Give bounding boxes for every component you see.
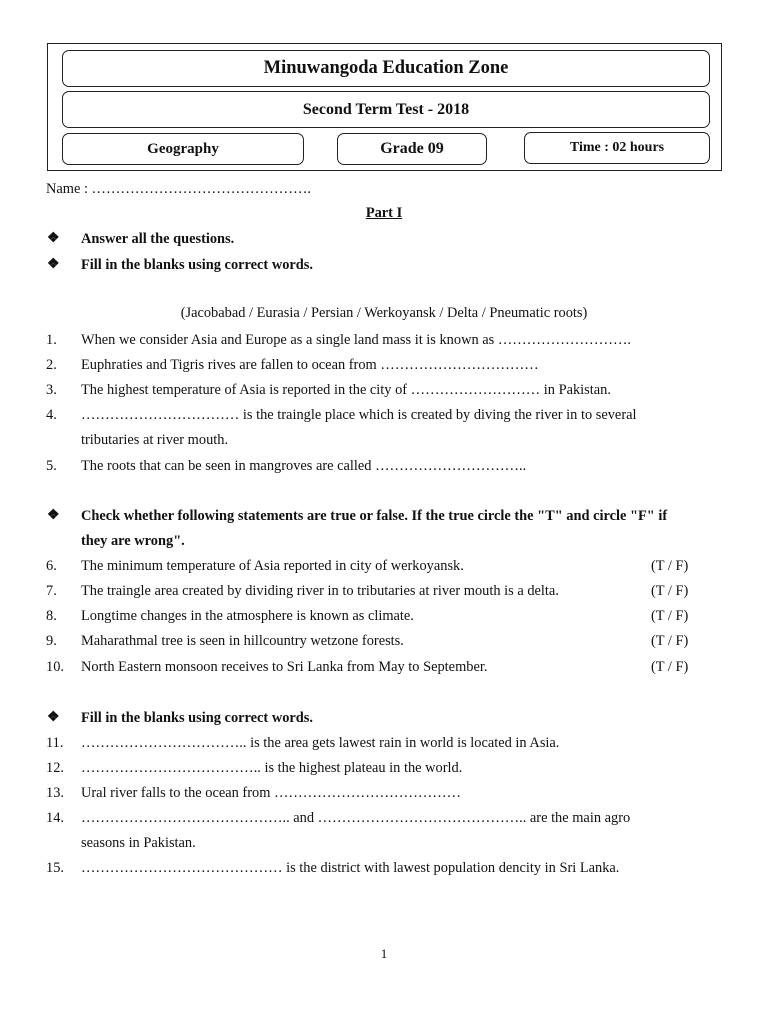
instruction-answer-all: Answer all the questions.	[81, 231, 235, 247]
question-text: …………………………………… is the district with lawest population dencity in Sri Lanka.	[81, 860, 620, 876]
bullet-icon: ❖	[47, 257, 60, 272]
question-number: 9.	[46, 633, 57, 649]
instruction-fill-blanks-2: Fill in the blanks using correct words.	[81, 710, 313, 726]
true-false-choice[interactable]: (T / F)	[651, 633, 689, 649]
question-text: The highest temperature of Asia is reported in the city of ……………………… in Pakistan.	[81, 382, 611, 398]
true-false-choice[interactable]: (T / F)	[651, 608, 689, 624]
question-number: 4.	[46, 407, 57, 423]
statement-text: Longtime changes in the atmosphere is known as climate.	[81, 608, 414, 624]
question-number: 1.	[46, 332, 57, 348]
question-text: …………………………… is the traingle place which is created by diving the river in to several	[81, 407, 637, 423]
part-title: Part I	[365, 205, 403, 221]
name-field-line: Name : ……………………………………….	[46, 181, 312, 197]
question-text: seasons in Pakistan.	[81, 835, 196, 851]
question-number: 13.	[46, 785, 64, 801]
word-bank: (Jacobabad / Eurasia / Persian / Werkoyansk / Delta / Pneumatic roots)	[180, 305, 588, 321]
question-number: 8.	[46, 608, 57, 624]
question-text: Ural river falls to the ocean from …………………………………	[81, 785, 462, 801]
grade-label: Grade 09	[337, 133, 487, 165]
bullet-icon: ❖	[47, 508, 60, 523]
question-text: When we consider Asia and Europe as a single land mass it is known as ……………………….	[81, 332, 631, 348]
statement-text: Maharathmal tree is seen in hillcountry wetzone forests.	[81, 633, 404, 649]
question-number: 7.	[46, 583, 57, 599]
question-number: 6.	[46, 558, 57, 574]
term-test-title: Second Term Test - 2018	[62, 91, 710, 128]
question-number: 12.	[46, 760, 64, 776]
question-text: …………………………………….. and …………………………………….. are the main agro	[81, 810, 631, 826]
question-number: 3.	[46, 382, 57, 398]
question-number: 10.	[46, 659, 64, 675]
question-number: 15.	[46, 860, 64, 876]
statement-text: The minimum temperature of Asia reported in city of werkoyansk.	[81, 558, 464, 574]
subject-label: Geography	[62, 133, 304, 165]
education-zone-title: Minuwangoda Education Zone	[62, 50, 710, 87]
question-number: 11.	[46, 735, 64, 751]
bullet-icon: ❖	[47, 710, 60, 725]
question-text: The roots that can be seen in mangroves are called …………………………..	[81, 458, 527, 474]
page-number: 1	[380, 946, 388, 961]
statement-text: The traingle area created by dividing river in to tributaries at river mouth is a delta.	[81, 583, 559, 599]
question-text: ……………………………….. is the highest plateau in the world.	[81, 760, 463, 776]
question-number: 5.	[46, 458, 57, 474]
time-label: Time : 02 hours	[524, 132, 710, 164]
bullet-icon: ❖	[47, 231, 60, 246]
question-text: …………………………….. is the area gets lawest rain in world is located in Asia.	[81, 735, 560, 751]
statement-text: North Eastern monsoon receives to Sri Lanka from May to September.	[81, 659, 488, 675]
question-number: 2.	[46, 357, 57, 373]
instruction-true-false: Check whether following statements are true or false. If the true circle the "T" and circle "F" if	[81, 508, 668, 524]
header-box	[47, 43, 722, 171]
instruction-fill-blanks: Fill in the blanks using correct words.	[81, 257, 313, 273]
true-false-choice[interactable]: (T / F)	[651, 583, 689, 599]
question-text: Euphraties and Tigris rives are fallen to ocean from ……………………………	[81, 357, 539, 373]
true-false-choice[interactable]: (T / F)	[651, 659, 689, 675]
instruction-true-false-cont: they are wrong".	[81, 533, 185, 549]
question-text: tributaries at river mouth.	[81, 432, 229, 448]
true-false-choice[interactable]: (T / F)	[651, 558, 689, 574]
question-number: 14.	[46, 810, 64, 826]
